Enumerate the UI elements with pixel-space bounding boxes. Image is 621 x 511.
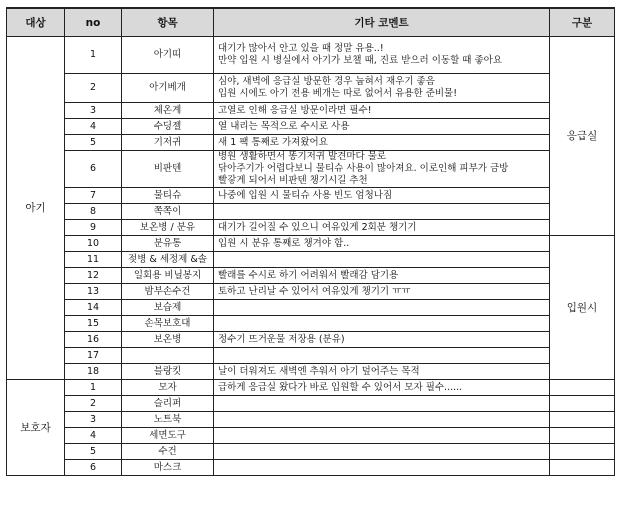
row-no: 17: [65, 348, 122, 364]
category-cell: [550, 444, 615, 460]
comment-cell: [214, 332, 550, 348]
row-item: 세면도구: [122, 428, 214, 444]
comment-cell: [214, 364, 550, 380]
comment-cell: [214, 135, 550, 151]
comment-line: 고열로 인해 응급실 방문이라면 필수!: [218, 104, 372, 116]
row-no: 1: [65, 37, 122, 74]
group-guardian: 보호자: [7, 380, 65, 476]
comment-line: 대기가 길어질 수 있으니 여유있게 2회분 챙기기: [218, 221, 417, 233]
row-item: 체온계: [122, 103, 214, 119]
comment-cell: [214, 460, 550, 476]
comment-line: 입원 시에도 아기 전용 베개는 따로 없어서 유용한 준비물!: [218, 88, 458, 99]
row-no: 3: [65, 412, 122, 428]
row-item: 수딩젤: [122, 119, 214, 135]
row-item: 아기베개: [122, 74, 214, 103]
row-no: 6: [65, 151, 122, 188]
header-no: no: [65, 8, 122, 37]
table-row: [7, 364, 615, 380]
row-no: 5: [65, 135, 122, 151]
comment-cell: [214, 268, 550, 284]
row-item: 수건: [122, 444, 214, 460]
header-comment: 기타 코멘트: [214, 8, 550, 37]
checklist-table: [6, 7, 615, 476]
table-row: [7, 37, 615, 74]
row-item: 아기띠: [122, 37, 214, 74]
row-no: 2: [65, 396, 122, 412]
comment-cell: [214, 300, 550, 316]
comment-line: 빨갛게 되어서 비판텐 챙기시길 추천: [218, 175, 368, 186]
comment-cell: [214, 220, 550, 236]
table-row: [7, 380, 615, 396]
comment-line: 만약 입원 시 병실에서 아기가 보챌 때, 진료 받으러 이동할 때 좋아요: [218, 55, 503, 66]
row-item: 모자: [122, 380, 214, 396]
row-item: 슬리퍼: [122, 396, 214, 412]
row-no: 15: [65, 316, 122, 332]
comment-line: 대기가 많아서 안고 있을 때 정말 유용..!: [218, 43, 384, 54]
comment-line: 날이 더워져도 새벽엔 추워서 아기 덮어주는 목적: [218, 365, 420, 377]
table-row: [7, 252, 615, 268]
comment-line: 심야, 새벽에 응급실 방문한 경우 눕혀서 재우기 좋음: [218, 76, 435, 87]
row-item: 블랑킷: [122, 364, 214, 380]
row-item: 밤부손수건: [122, 284, 214, 300]
comment-cell: [214, 444, 550, 460]
table-row: [7, 236, 615, 252]
row-no: 5: [65, 444, 122, 460]
comment-cell: [214, 119, 550, 135]
comment-line: 정수기 뜨거운물 저장용 (분유): [218, 333, 345, 345]
comment-cell: [214, 316, 550, 332]
comment-cell: [214, 380, 550, 396]
row-item: 물티슈: [122, 188, 214, 204]
table-row: [7, 74, 615, 103]
comment-cell: [214, 348, 550, 364]
row-no: 12: [65, 268, 122, 284]
row-no: 7: [65, 188, 122, 204]
comment-cell: [214, 204, 550, 220]
row-item: 기저귀: [122, 135, 214, 151]
table-row: [7, 268, 615, 284]
category-cell: [550, 412, 615, 428]
table-row: [7, 444, 615, 460]
row-no: 10: [65, 236, 122, 252]
table-row: [7, 332, 615, 348]
row-item: 분유통: [122, 236, 214, 252]
row-no: 18: [65, 364, 122, 380]
row-item: 비판텐: [122, 151, 214, 188]
comment-cell: [214, 103, 550, 119]
table-row: [7, 300, 615, 316]
row-item: 쪽쪽이: [122, 204, 214, 220]
category-cell: [550, 396, 615, 412]
header-row: [7, 8, 615, 37]
table-row: [7, 412, 615, 428]
table-row: [7, 284, 615, 300]
comment-cell: [214, 37, 550, 74]
row-no: 4: [65, 119, 122, 135]
category-emergency: 응급실: [550, 37, 615, 236]
comment-cell: [214, 428, 550, 444]
comment-line: 토하고 난리날 수 있어서 여유있게 챙기기 ㅠㅠ: [218, 285, 411, 297]
comment-cell: [214, 396, 550, 412]
row-no: 4: [65, 428, 122, 444]
category-cell: [550, 460, 615, 476]
row-item: 젖병 & 세정제 &솔: [122, 252, 214, 268]
comment-line: 닦아주기가 어렵다보니 물티슈 사용이 많아져요. 이로인해 피부가 금방: [218, 163, 509, 174]
comment-line: 빨래를 수시로 하기 어려워서 빨래감 담기용: [218, 269, 399, 281]
table-row: [7, 348, 615, 364]
comment-cell: [214, 151, 550, 188]
row-item: [122, 348, 214, 364]
comment-cell: [214, 284, 550, 300]
table-row: [7, 188, 615, 204]
row-no: 16: [65, 332, 122, 348]
comment-line: 열 내리는 목적으로 수시로 사용: [218, 120, 350, 132]
comment-line: 급하게 응급실 왔다가 바로 입원할 수 있어서 모자 필수......: [218, 381, 463, 393]
comment-line: 입원 시 분유 통째로 챙겨야 함..: [218, 237, 350, 249]
comment-line: 나중에 입원 시 물티슈 사용 빈도 엄청나짐: [218, 189, 393, 201]
comment-cell: [214, 236, 550, 252]
category-cell: [550, 380, 615, 396]
row-item: 손목보호대: [122, 316, 214, 332]
table-row: [7, 103, 615, 119]
row-no: 1: [65, 380, 122, 396]
comment-cell: [214, 188, 550, 204]
row-item: 보습제: [122, 300, 214, 316]
row-no: 8: [65, 204, 122, 220]
row-no: 3: [65, 103, 122, 119]
row-item: 보온병 / 분유: [122, 220, 214, 236]
comment-cell: [214, 412, 550, 428]
table-row: [7, 204, 615, 220]
row-no: 11: [65, 252, 122, 268]
comment-cell: [214, 252, 550, 268]
row-no: 6: [65, 460, 122, 476]
row-item: 보온병: [122, 332, 214, 348]
row-no: 14: [65, 300, 122, 316]
header-item: 항목: [122, 8, 214, 37]
comment-cell: [214, 74, 550, 103]
category-cell: [550, 428, 615, 444]
category-admission: 입원시: [550, 236, 615, 380]
table-row: [7, 151, 615, 188]
row-item: 일회용 비닐봉지: [122, 268, 214, 284]
comment-line: 새 1 팩 통째로 가져왔어요: [218, 136, 328, 148]
header-category: 구분: [550, 8, 615, 37]
group-baby: 아기: [7, 37, 65, 380]
comment-line: 병원 생활하면서 똥기저귀 발견마다 물로: [218, 151, 387, 162]
table-row: [7, 119, 615, 135]
table-row: [7, 135, 615, 151]
table-row: [7, 396, 615, 412]
table-row: [7, 220, 615, 236]
table-row: [7, 428, 615, 444]
row-item: 마스크: [122, 460, 214, 476]
row-no: 13: [65, 284, 122, 300]
row-no: 9: [65, 220, 122, 236]
table-row: [7, 460, 615, 476]
table-row: [7, 316, 615, 332]
row-item: 노트북: [122, 412, 214, 428]
row-no: 2: [65, 74, 122, 103]
header-target: 대상: [7, 8, 65, 37]
